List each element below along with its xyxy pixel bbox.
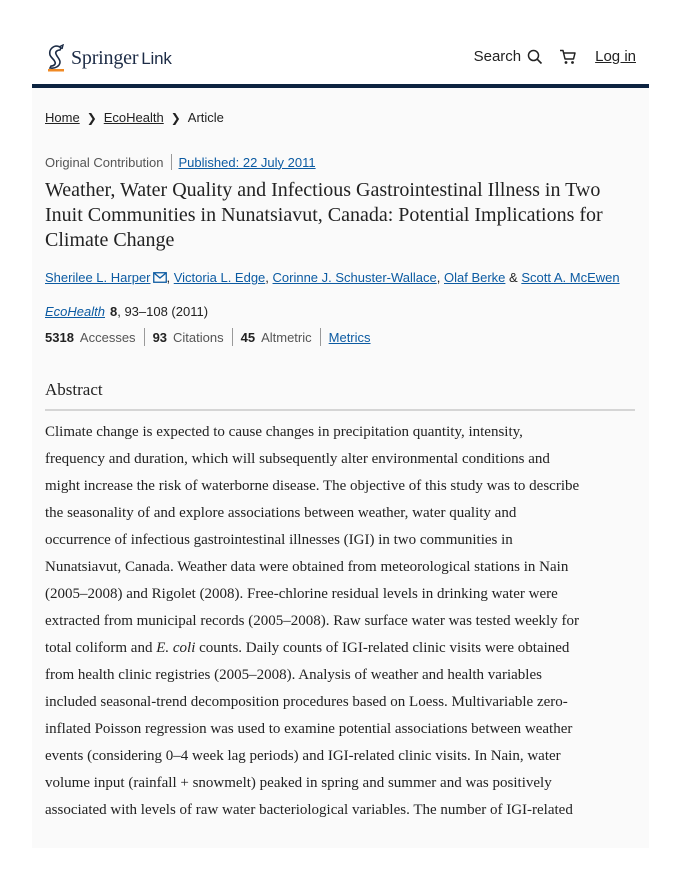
abstract-line: volume input (rainfall + snowmelt) peaked in spring and summer and was positively [45, 775, 552, 791]
search-label: Search [473, 48, 522, 65]
metrics-divider [320, 328, 321, 346]
chevron-right-icon: ❯ [170, 110, 181, 125]
breadcrumb-journal-link[interactable]: EcoHealth [103, 110, 164, 125]
springer-link-logo[interactable] [45, 44, 172, 72]
abstract-line: frequency and duration, which will subsequently alter environmental conditions and [45, 451, 550, 467]
accesses-count: 5318 [45, 329, 74, 345]
abstract-line: Nunatsiavut, Canada. Weather data were obtained from meteorological stations in Nain [45, 559, 569, 575]
cart-button[interactable] [559, 49, 577, 65]
abstract-text-fragment: total coliform and [45, 640, 157, 656]
altmetric-count: 45 [240, 329, 256, 345]
abstract-divider [45, 409, 635, 411]
meta-divider [171, 154, 172, 170]
springer-horse-icon [45, 44, 67, 72]
abstract-line: Climate change is expected to cause changes in precipitation quantity, intensity, [45, 424, 523, 440]
abstract-italic-term: E. coli [156, 640, 196, 656]
article-metrics [45, 328, 371, 346]
author-link[interactable]: Olaf Berke [444, 270, 506, 285]
search-icon [527, 49, 543, 65]
abstract-line [45, 635, 637, 662]
chevron-right-icon: ❯ [86, 110, 97, 125]
abstract-line: from health clinic registries (2005–2008). Analysis of weather and health variables [45, 667, 542, 683]
abstract-line: events (considering 0–4 week lag periods) and IGI-related clinic visits. In Nain, water [45, 748, 561, 764]
journal-volume: 8 [109, 304, 118, 319]
journal-pages: , 93–108 (2011) [117, 304, 209, 319]
logo-wordmark: Springer Link [71, 46, 172, 69]
article-type: Original Contribution [45, 154, 164, 170]
article-main [32, 88, 649, 848]
author-link[interactable]: Corinne J. Schuster-Wallace [272, 270, 437, 285]
header-actions [474, 48, 636, 65]
abstract-line: associated with levels of raw water bacteriological variables. The number of IGI-related [45, 802, 573, 818]
breadcrumb-home-link[interactable]: Home [45, 110, 80, 125]
journal-citation [45, 304, 208, 319]
accesses-label: Accesses [79, 329, 136, 345]
author-link[interactable]: Sherilee L. Harper [45, 270, 151, 285]
author-joiner: & [505, 270, 522, 285]
article-title: Weather, Water Quality and Infectious Gastrointestinal Illness in Two Inuit Communities in Nunatsiavut, Canada: Potential Implications for Climate Change [45, 179, 603, 251]
email-icon[interactable] [153, 272, 167, 283]
metrics-link[interactable]: Metrics [328, 329, 371, 345]
breadcrumb [45, 110, 224, 125]
abstract-line: occurrence of infectious gastrointestinal illnesses (IGI) in two communities in [45, 532, 513, 548]
author-link[interactable]: Scott A. McEwen [521, 270, 620, 285]
login-link[interactable]: Log in [595, 48, 636, 65]
journal-link[interactable]: EcoHealth [45, 304, 105, 319]
citations-label: Citations [173, 329, 224, 345]
abstract-text-fragment: counts. Daily counts of IGI-related clinic visits were obtained [195, 640, 570, 656]
abstract-line: (2005–2008) and Rigolet (2008). Free-chlorine residual levels in drinking water were [45, 586, 558, 602]
author-separator: , [265, 270, 273, 285]
abstract-heading: Abstract [45, 380, 103, 399]
author-list [45, 269, 635, 287]
breadcrumb-current: Article [187, 110, 224, 125]
abstract-text [45, 419, 637, 824]
abstract-line: extracted from municipal records (2005–2008). Raw surface water was tested weekly for [45, 613, 579, 629]
site-header [32, 0, 649, 88]
metrics-divider [144, 328, 145, 346]
author-separator: , [436, 270, 444, 285]
author-link[interactable]: Victoria L. Edge [173, 270, 266, 285]
altmetric-label: Altmetric [261, 329, 312, 345]
metrics-divider [232, 328, 233, 346]
abstract-line: the seasonality of and explore associations between weather, water quality and [45, 505, 517, 521]
abstract-line: inflated Poisson regression was used to examine potential associations between weather [45, 721, 573, 737]
shopping-cart-icon [559, 49, 577, 65]
citations-count: 93 [152, 329, 168, 345]
article-meta [45, 154, 316, 170]
abstract-line: included seasonal-trend decomposition procedures based on Loess. Multivariable zero- [45, 694, 568, 710]
author-separator: , [166, 270, 174, 285]
published-date-link[interactable]: Published: 22 July 2011 [178, 154, 316, 170]
search-button[interactable] [474, 48, 544, 65]
abstract-line: might increase the risk of waterborne disease. The objective of this study was to describe [45, 478, 580, 494]
